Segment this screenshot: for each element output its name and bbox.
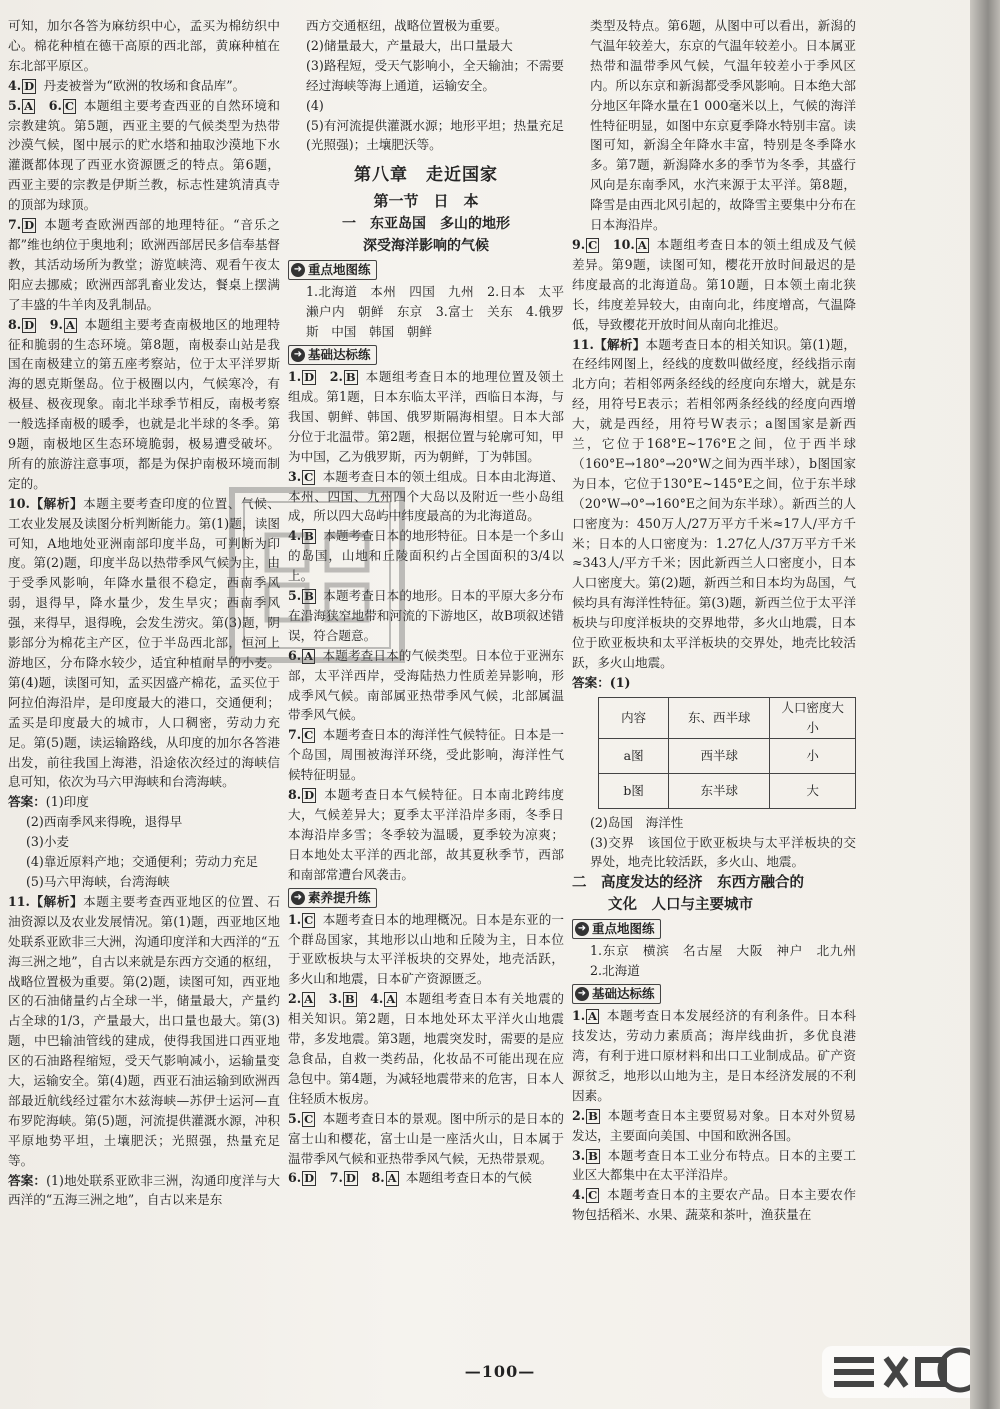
answer-box: A bbox=[386, 992, 396, 1007]
table-cell: b图 bbox=[599, 773, 669, 808]
answer-box: D bbox=[24, 78, 35, 93]
answer-box: C bbox=[304, 728, 314, 743]
list-item bbox=[572, 235, 856, 335]
answer-box: D bbox=[24, 317, 35, 332]
list-item bbox=[8, 76, 280, 96]
chapter-title: 第八章 走近国家 bbox=[354, 165, 498, 186]
paragraph-text: (3)小麦 bbox=[26, 834, 70, 850]
question-number: 8. bbox=[8, 316, 22, 332]
section-2-title-line-2: 文化 人口与主要城市 bbox=[608, 896, 753, 914]
paragraph-text: 本题考查日本发展经济的有利条件。日本科技发达，劳动力素质高；海岸线曲折，多优良港湾，有利于进口原材料和出口工业制成品。矿产资源贫乏，地形以山地为主，是日本经济发展的不利因素。 bbox=[572, 1008, 856, 1103]
paragraph-text: (2)岛国 海洋性 bbox=[590, 814, 684, 830]
answer-box: A bbox=[24, 98, 34, 113]
list-item bbox=[288, 1109, 564, 1169]
table-cell: 东半球 bbox=[669, 773, 770, 808]
paragraph-text: 本题考查日本工业分布特点。日本的主要工业区大都集中在太平洋沿岸。 bbox=[572, 1147, 856, 1183]
section-title: 第一节 日 本 bbox=[373, 192, 479, 211]
list-item bbox=[572, 813, 856, 833]
question-number: 6. bbox=[288, 647, 302, 663]
paragraph-text: 本题组考查日本有关地震的相关知识。第2题，日本地处环太平洋火山地震带，多发地震。第3题，地震突发时，需要的是应急食品，自救一类药品，化妆品不可能出现在应急包中。第4题，为减轻地震带来的危害，日本人住轻质木板房。 bbox=[288, 991, 564, 1106]
answer-box: A bbox=[588, 1009, 598, 1024]
list-item bbox=[572, 833, 856, 873]
list-item bbox=[8, 315, 280, 494]
paragraph-text: (5)有河流提供灌溉水源；地形平坦；热量充足(光照强)；土壤肥沃等。 bbox=[306, 117, 564, 153]
question-number: 5. bbox=[288, 588, 302, 604]
answer-label: 答案：(1) bbox=[572, 674, 631, 690]
paragraph-text: 本题考查日本的气候类型。日本位于亚洲东部，太平洋西岸，受海陆热力性质差异影响，形成季风气候。南部属亚热带季风气候，北部属温带季风气候。 bbox=[288, 647, 564, 723]
paragraph-text: 本题考查日本的海洋性气候特征。日本是一个岛国，周围被海洋环绕，受此影响，海洋性气候特征明显。 bbox=[288, 727, 564, 783]
list-item bbox=[8, 96, 280, 215]
question-number: 11. bbox=[572, 336, 594, 352]
list-item bbox=[288, 725, 564, 785]
list-item bbox=[288, 910, 564, 990]
paragraph-text: (4)靠近原料产地；交通便利；劳动力充足 bbox=[26, 854, 258, 870]
answer-box: C bbox=[588, 1188, 598, 1203]
question-number: 7. bbox=[8, 217, 22, 233]
analysis-label: 【解析】 bbox=[593, 336, 646, 352]
map-answers-2: 1.东京 横滨 名古屋 大阪 神户 北九州 2.北海道 bbox=[590, 943, 869, 979]
answer-box: B bbox=[304, 529, 314, 544]
paragraph-text: (2)西南季风来得晚，退得早 bbox=[26, 814, 183, 830]
paragraph-text: 西方交通枢纽，战略位置极为重要。 bbox=[306, 18, 508, 33]
arrow-icon: ➜ bbox=[291, 263, 305, 277]
paragraph-text: (3)交界 该国位于欧亚板块与太平洋板块的交界处，地壳比较活跃，多火山、地震。 bbox=[590, 834, 856, 870]
tag-basic-practice: ➜ 基础达标练 bbox=[288, 345, 377, 365]
question-number: 1. bbox=[288, 911, 302, 927]
answer-box: A bbox=[65, 317, 75, 332]
list-item bbox=[288, 56, 564, 96]
answer-box: A bbox=[387, 1171, 397, 1186]
paragraph-text: (4) bbox=[306, 97, 324, 113]
table-cell: 大 bbox=[770, 773, 856, 808]
table-header-cell: 内容 bbox=[599, 697, 669, 738]
answer-box: A bbox=[637, 237, 647, 252]
list-item bbox=[8, 872, 280, 892]
paragraph-text: (2)储量最大，产量最大，出口量最大 bbox=[306, 37, 513, 53]
question-number: 4. bbox=[8, 77, 22, 93]
question-number: 9. bbox=[49, 316, 63, 332]
list-item bbox=[288, 989, 564, 1108]
paragraph-text: 本题考查日本主要贸易对象。日本对外贸易发达，主要面向美国、中国和欧洲各国。 bbox=[572, 1107, 856, 1143]
question-number: 2. bbox=[288, 991, 302, 1007]
paragraph-text: 本题考查日本的主要农产品。日本主要农作物包括稻米、水果、蔬菜和茶叶，渔获量在 bbox=[572, 1187, 856, 1223]
answer-box: A bbox=[304, 992, 314, 1007]
paragraph-text: 本题组考查日本的地理位置及领土组成。第1题，日本东临太平洋，西临日本海，与我国、朝鲜、韩国、俄罗斯隔海相望。日本大部分位于北温带。第2题，根据位置与轮廓可知，甲为中国，乙为俄罗斯，丙为朝鲜，丁为韩国。 bbox=[288, 369, 564, 464]
list-item bbox=[8, 16, 280, 76]
arrow-icon: ➜ bbox=[575, 922, 589, 936]
table-header-cell: 人口密度大小 bbox=[770, 697, 856, 738]
answer-box: C bbox=[64, 98, 74, 113]
list-item bbox=[8, 215, 280, 315]
list-item bbox=[288, 367, 564, 467]
question-number: 7. bbox=[288, 727, 302, 743]
list-item bbox=[288, 116, 564, 156]
list-item bbox=[288, 96, 564, 116]
section-2-title-line-1: 二 高度发达的经济 东西方融合的 bbox=[572, 874, 804, 892]
answer-box: B bbox=[304, 589, 314, 604]
analysis-label: 【解析】 bbox=[29, 495, 84, 511]
question-number: 3. bbox=[288, 468, 302, 484]
column-right bbox=[572, 16, 869, 1346]
paragraph-text: (5)马六甲海峡，台湾海峡 bbox=[26, 873, 170, 889]
list-item bbox=[288, 16, 564, 36]
list-item bbox=[8, 812, 280, 832]
list-item bbox=[572, 1106, 856, 1146]
list-item bbox=[572, 16, 856, 235]
column-left bbox=[8, 16, 280, 1346]
list-item bbox=[288, 1168, 564, 1188]
list-item bbox=[8, 792, 280, 812]
paragraph-text: (1)印度 bbox=[45, 794, 89, 810]
paragraph-text: 本题考查日本的地理概况。日本是东亚的一个群岛国家，其地形以山地和丘陵为主，日本位于亚欧板块与太平洋板块的交界处，地壳活跃，多火山和地震，日本矿产资源匮乏。 bbox=[288, 911, 564, 987]
answer-box: C bbox=[304, 469, 314, 484]
question-number: 4. bbox=[288, 528, 302, 544]
arrow-icon: ➜ bbox=[575, 987, 589, 1001]
paragraph-text: 本题考查日本的地形特征。日本是一个多山的岛国，山地和丘陵面积约占全国面积的3/4以上。 bbox=[288, 528, 564, 584]
tag-basic-practice-2: ➜ 基础达标练 bbox=[572, 984, 661, 1004]
answer-label: 答案： bbox=[8, 1172, 47, 1188]
answer-box: B bbox=[345, 370, 356, 385]
table-cell: a图 bbox=[599, 738, 669, 773]
paragraph-text: 本题考查日本气候特征。日本南北跨纬度大，气候差异大；夏季太平洋沿岸多雨，冬季日本海沿岸多雪；冬季较为温暖，夏季较为凉爽；日本地处太平洋的西北部，故其夏秋季节，西部和南部常遭台风袭击。 bbox=[288, 787, 564, 882]
paragraph-text: 本题主要考查印度的位置、气候、工农业发展及读图分析判断能力。第(1)题，读图可知，A地地处亚洲南部印度半岛，可判断为印度。第(2)题，印度半岛以热带季风气候为主，由于受季风影响，年降水量很不稳定，西南季风弱，退得早，降水量少，发生旱灾；西南季风强，来得早，退得晚，会发生涝灾。第(3)题，阴影部分为棉花主产区，位于半岛西北部，恒河上游地区，分布降水较少，适宜种植耐旱的小麦。第(4)题，读图可知，孟买因盛产棉花，孟买位于阿拉伯海沿岸，是印度最大的港口，交通便利；孟买是印度最大的城市，人口稠密，劳动力充足。第(5)题，读运输路线，从印度的加尔各答港出发，前往我国上海港，沿途依次经过的海峡信息可知，依次为马六甲海峡和台湾海峡。 bbox=[8, 495, 281, 790]
paragraph-text: 本题组主要考查南极地区的地理特征和脆弱的生态环境。第8题，南极泰山站是我国在南极建立的第五座考察站，位于太平洋罗斯海的恩克斯堡岛。位于极圈以内，气候寒冷，有极昼、极夜现象。南北半球季节相反，南极考察一般选择南极的暖季，也就是北半球的冬季。第9题，南极地区生态环境脆弱，极易遭受破坏。所有的旅游注意事项，都是为保护南极环境而制定的。 bbox=[8, 316, 280, 491]
table-row bbox=[599, 773, 856, 808]
paragraph-text: 本题考查欧洲西部的地理特征。“音乐之都”维也纳位于奥地利；欧洲西部居民多信奉基督教，其活动场所为教堂；游览峡湾、观看午夜太阳应去挪威；欧洲西部乳畜业发达，餐桌上摆满了丰盛的牛羊肉及乳制品。 bbox=[8, 217, 280, 312]
table-header-cell: 东、西半球 bbox=[669, 697, 770, 738]
paragraph-text: 本题考查日本的相关知识。第(1)题，在经纬网图上，经线的度数叫做经度，经线指示南北方向；若相邻两条经线的经度向东增大，就是东经，用符号E表示；若相邻两条经线的经度向西增大，就是西经，用符号W表示；a图国家是新西兰，它位于168°E~176°E之间，位于西半球（160°E→180°→20°W之间为西半球），b图国家为日本，它位于130°E~145°E之间，位于东半球（20°W→0°→160°E之间为东半球）。新西兰的人口密度为：450万人/27万平方千米≈17人/平方千米；日本的人口密度为：1.27亿人/37万平方千米≈343人/平方千米；因此新西兰人口密度小，日本人口密度大。第(2)题，新西兰和日本均为岛国，气候均具有海洋性特征。第(3)题，新西兰位于太平洋板块与印度洋板块的交界地带，多火山地震，日本位于欧亚板块和太平洋板块的交界处，地壳比较活跃，多火山地震。 bbox=[572, 336, 857, 670]
question-number: 8. bbox=[288, 787, 302, 803]
question-number: 7. bbox=[329, 1170, 343, 1186]
question-number: 8. bbox=[371, 1170, 385, 1186]
answer-box: B bbox=[344, 992, 355, 1007]
list-item bbox=[8, 892, 280, 1171]
paragraph-text: 可知，加尔各答为麻纺织中心，孟买为棉纺织中心。棉花种植在德干高原的西北部，黄麻种植在东北部平原区。 bbox=[8, 18, 280, 73]
paragraph-text: 本题组主要考查西亚的自然环境和宗教建筑。第5题，西亚主要的气候类型为热带沙漠气候，图中展示的贮水塔和抽取沙漠地下水灌溉都体现了西亚水资源匮乏的特点。第6题，西亚主要的宗教是伊斯兰教，标志性建筑清真寺的顶部为球顶。 bbox=[8, 97, 280, 213]
answer-table bbox=[598, 697, 856, 809]
list-item bbox=[8, 1171, 280, 1211]
paragraph-text: (1)地处联系亚欧非三洲，沟通印度洋与大西洋的“五海三洲之地”，自古以来是东 bbox=[8, 1172, 280, 1208]
subsection-title-1: 一 东亚岛国 多山的地形 bbox=[342, 216, 510, 233]
tag-key-map-practice: ➜ 重点地图练 bbox=[288, 260, 377, 280]
list-item bbox=[572, 335, 856, 673]
question-number: 1. bbox=[572, 1008, 586, 1024]
answer-box: D bbox=[304, 788, 315, 803]
question-number: 2. bbox=[329, 369, 343, 385]
answer-box: C bbox=[588, 237, 598, 252]
table-cell: 小 bbox=[770, 738, 856, 773]
answer-box: A bbox=[304, 648, 314, 663]
question-number: 3. bbox=[572, 1147, 586, 1163]
table-cell: 西半球 bbox=[669, 738, 770, 773]
answer-box: B bbox=[588, 1108, 598, 1123]
arrow-icon: ➜ bbox=[291, 348, 305, 362]
question-number: 10. bbox=[612, 236, 635, 252]
answer-label: 答案： bbox=[8, 794, 46, 810]
tag-improve-practice: ➜ 素养提升练 bbox=[288, 888, 377, 908]
list-item bbox=[572, 1185, 856, 1225]
analysis-label: 【解析】 bbox=[29, 893, 84, 909]
answer-box: D bbox=[24, 218, 35, 233]
list-item bbox=[288, 36, 564, 56]
paragraph-text: 本题组考查日本的领土组成及气候差异。第9题，读图可知，樱花开放时间最迟的是纬度最高的北海道岛。第10题，日本领土南北狭长，纬度差异较大，由南向北，纬度增高，气温降低，导致樱花开放时间从南向北推迟。 bbox=[572, 236, 856, 332]
answer-box: C bbox=[304, 1111, 314, 1126]
paragraph-text: 类型及特点。第6题，从图中可以看出，新潟的气温年较差大，东京的气温年较差小。日本属亚热带和温带季风气候，气温年较差小于季风区内。所以东京和新潟都受季风影响。日本绝大部分地区年降水量在1 000毫米以上，气候的海洋性特征明显，如图中东京夏季降水特别丰富。读图可知，新潟全年降水丰富，特别是冬季降水多。第7题，新潟降水多的季节为冬季，其盛行风向是东南季风，水汽来源于太平洋。第8题，降雪是由西北风引起的，故降雪主要集中分布在日本海沿岸。 bbox=[590, 18, 856, 233]
paragraph-text: (3)路程短，受天气影响小，全天输油；不需要经过海峡等海上通道，运输安全。 bbox=[306, 57, 564, 93]
question-number: 9. bbox=[572, 236, 586, 252]
answer-box: D bbox=[304, 1171, 315, 1186]
question-number: 4. bbox=[572, 1187, 586, 1203]
paragraph-text: 本题考查日本的地形。日本的平原大多分布在沿海狭窄地带和河流的下游地区，故B项叙述错误，符合题意。 bbox=[288, 588, 564, 643]
list-item bbox=[288, 785, 564, 885]
tag-key-map-practice-2: ➜ 重点地图练 bbox=[572, 919, 661, 939]
list-item bbox=[572, 1006, 856, 1106]
paragraph-text: 本题主要考查西亚地区的位置、石油资源以及农业发展情况。第(1)题，西亚地区地处联系亚欧非三大洲，沟通印度洋和大西洋的“五海三洲之地”，自古以来就是东西方交通的枢纽，战略位置极为重要。第(2)题，读图可知，西亚地区的石油储量约占全球一半，储量最大，产量约占全球的1/3，产量最大，出口量也最大。第(3)题，中巴输油管线的建成，使得我国进口西亚地区的石油路程缩短，受天气影响减小，运输量变大，运输安全。第(4)题，西亚石油运输到欧洲西部最近航线经过霍尔木兹海峡—苏伊士运河—直布罗陀海峡。第(5)题，河流提供灌溉水源，冲积平原地势平坦，土壤肥沃；光照强，热量充足等。 bbox=[8, 893, 281, 1168]
question-number: 3. bbox=[328, 991, 342, 1007]
answer-box: B bbox=[588, 1148, 598, 1163]
subsection-title-2: 深受海洋影响的气候 bbox=[363, 238, 489, 255]
column-middle bbox=[288, 16, 577, 1346]
question-number: 1. bbox=[288, 369, 302, 385]
list-item bbox=[572, 1146, 856, 1186]
question-number: 2. bbox=[572, 1107, 586, 1123]
question-number: 11. bbox=[8, 893, 30, 909]
question-number: 5. bbox=[8, 97, 22, 113]
question-number: 6. bbox=[48, 97, 62, 113]
answer-box: D bbox=[304, 370, 315, 385]
map-answers: 1.北海道 本州 四国 九州 2.日本 太平 濑户内 朝鲜 东京 3.富士 关东 4.俄罗斯 中国 韩国 朝鲜 bbox=[306, 284, 577, 340]
watermark-logo-icon bbox=[820, 1340, 990, 1404]
question-number: 5. bbox=[288, 1110, 302, 1126]
question-number: 4. bbox=[370, 991, 384, 1007]
book-spine bbox=[970, 0, 1000, 1409]
paragraph-text: 本题考查日本的景观。图中所示的是日本的富士山和樱花，富士山是一座活火山，日本属于温带季风气候和亚热带季风气候，无热带景观。 bbox=[288, 1110, 564, 1166]
question-number: 6. bbox=[288, 1170, 302, 1186]
arrow-icon: ➜ bbox=[291, 891, 305, 905]
paragraph-text: 本题考查日本的领土组成。日本由北海道、本州、四国、九州四个大岛以及附近一些小岛组成，所以四大岛屿中纬度最高的为北海道岛。 bbox=[288, 468, 564, 524]
paragraph-text: 丹麦被誉为“欧洲的牧场和食品库”。 bbox=[43, 77, 246, 93]
list-item bbox=[8, 832, 280, 852]
question-number: 10. bbox=[8, 495, 30, 511]
answer-box: C bbox=[304, 912, 314, 927]
answer-box: D bbox=[345, 1171, 356, 1186]
paragraph-text: 本题组考查日本的气候 bbox=[405, 1170, 532, 1186]
table-row bbox=[599, 738, 856, 773]
page-number: —100— bbox=[464, 1362, 536, 1381]
list-item bbox=[8, 852, 280, 872]
stamp-seal-icon bbox=[222, 480, 412, 670]
